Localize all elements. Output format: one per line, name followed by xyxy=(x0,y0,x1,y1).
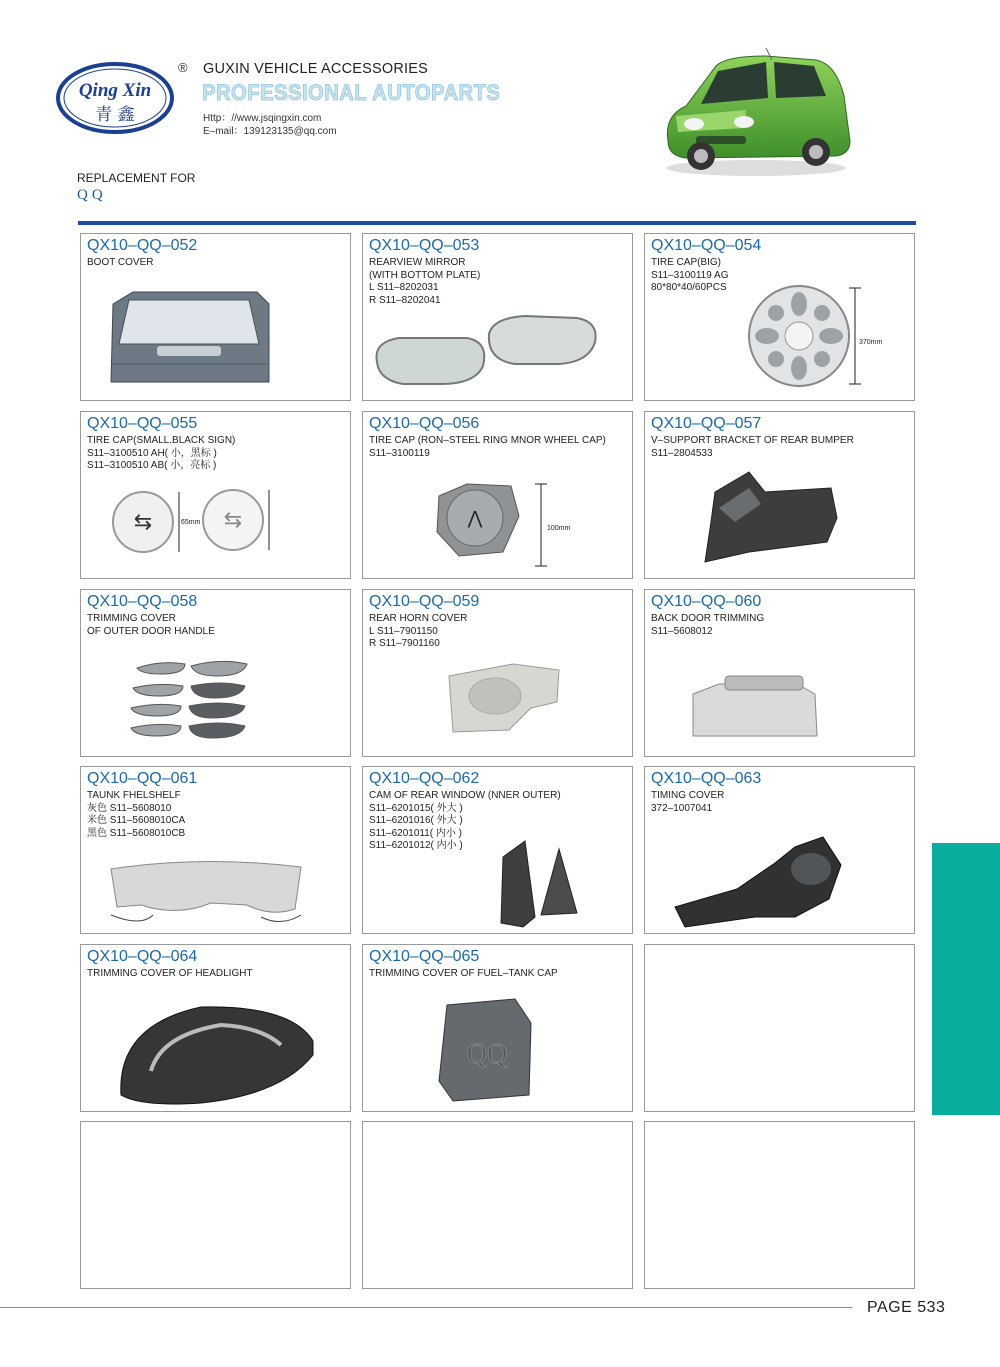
empty-card xyxy=(362,1121,633,1289)
description-line: TIRE CAP(BIG) xyxy=(651,257,722,268)
description-line: S11–3100510 AB( 小，亮标 ) xyxy=(87,460,217,472)
product-code: QX10–QQ–063 xyxy=(651,770,762,787)
empty-card xyxy=(80,1121,351,1289)
company-name: GUXIN VEHICLE ACCESSORIES xyxy=(203,61,428,77)
description-line: TRIMMING COVER xyxy=(87,613,176,624)
model-name: QQ xyxy=(77,187,107,203)
description-line: S11–6201016( 外大 ) xyxy=(369,815,463,827)
product-description xyxy=(369,257,480,307)
empty-card xyxy=(644,1121,915,1289)
product-card xyxy=(362,411,633,579)
description-line: S11–2804533 xyxy=(651,447,713,459)
product-description xyxy=(369,790,561,853)
product-card xyxy=(362,589,633,757)
product-card xyxy=(80,944,351,1112)
product-description xyxy=(87,257,154,270)
email-link[interactable]: E–mail：139123135@qq.com xyxy=(203,126,337,137)
product-code: QX10–QQ–053 xyxy=(369,237,480,254)
product-code: QX10–QQ–052 xyxy=(87,237,198,254)
product-description xyxy=(651,613,764,638)
description-line: R S11–7901160 xyxy=(369,638,440,650)
product-code: QX10–QQ–054 xyxy=(651,237,762,254)
description-line: CAM OF REAR WINDOW (NNER OUTER) xyxy=(369,790,561,801)
product-card xyxy=(644,233,915,401)
product-description xyxy=(87,968,253,981)
dimension-label: 65mm xyxy=(181,519,201,526)
product-card xyxy=(362,233,633,401)
tagline: PROFESSIONAL AUTOPARTS xyxy=(202,80,501,105)
description-line: TIMING COVER xyxy=(651,790,725,801)
description-line: TRIMMING COVER OF FUEL–TANK CAP xyxy=(369,968,558,979)
product-description xyxy=(369,968,558,981)
product-code: QX10–QQ–056 xyxy=(369,415,480,432)
product-code: QX10–QQ–059 xyxy=(369,593,480,610)
description-line: 80*80*40/60PCS xyxy=(651,282,727,294)
description-line: REARVIEW MIRROR xyxy=(369,257,466,268)
product-code: QX10–QQ–065 xyxy=(369,948,480,965)
description-line: (WITH BOTTOM PLATE) xyxy=(369,269,481,281)
description-line: TIRE CAP (RON–STEEL RING MNOR WHEEL CAP) xyxy=(369,435,606,446)
product-description xyxy=(369,613,467,651)
description-line: S11–5608012 xyxy=(651,625,713,637)
empty-card xyxy=(644,944,915,1112)
product-card xyxy=(644,589,915,757)
product-description xyxy=(87,435,235,473)
registered-mark: ® xyxy=(178,60,188,75)
description-line: TAUNK FHELSHELF xyxy=(87,790,181,801)
description-line: 黑色 S11–5608010CB xyxy=(87,827,186,839)
product-code: QX10–QQ–060 xyxy=(651,593,762,610)
svg-text:⇆: ⇆ xyxy=(223,507,243,532)
product-card xyxy=(362,944,633,1112)
description-line: 372–1007041 xyxy=(651,802,713,814)
replacement-label: REPLACEMENT FOR xyxy=(77,171,196,185)
product-code: QX10–QQ–062 xyxy=(369,770,480,787)
description-line: S11–6201015( 外大 ) xyxy=(369,802,463,814)
description-line: 灰色 S11–5608010 xyxy=(87,802,172,814)
description-line: S11–3100119 AG xyxy=(651,269,729,281)
description-line: S11–3100510 AH( 小，黑标 ) xyxy=(87,447,217,459)
description-line: BOOT COVER xyxy=(87,257,154,268)
product-description xyxy=(369,435,606,460)
product-card xyxy=(80,233,351,401)
product-code: QX10–QQ–055 xyxy=(87,415,198,432)
svg-text:⇆: ⇆ xyxy=(133,509,153,534)
description-line: S11–6201012( 内小 ) xyxy=(369,840,463,852)
product-card xyxy=(362,766,633,934)
description-line: V–SUPPORT BRACKET OF REAR BUMPER xyxy=(651,435,854,446)
description-line: R S11–8202041 xyxy=(369,294,441,306)
footer-line xyxy=(0,1307,852,1308)
description-line: 米色 S11–5608010CA xyxy=(87,815,186,827)
page-number: PAGE 533 xyxy=(867,1299,946,1316)
description-line: L S11–8202031 xyxy=(369,282,439,294)
svg-text:⋀: ⋀ xyxy=(467,508,483,528)
product-card xyxy=(644,411,915,579)
product-code: QX10–QQ–058 xyxy=(87,593,198,610)
product-card xyxy=(80,766,351,934)
product-description xyxy=(87,613,215,638)
product-description xyxy=(651,790,724,815)
header-divider xyxy=(78,221,916,225)
description-line: L S11–7901150 xyxy=(369,625,438,637)
section-side-tab xyxy=(932,843,1000,1115)
description-line: BACK DOOR TRIMMING xyxy=(651,613,765,624)
dimension-label: 100mm xyxy=(547,525,571,532)
product-description xyxy=(651,435,854,460)
product-code: QX10–QQ–064 xyxy=(87,948,198,965)
fuel-cap-badge: QQ xyxy=(466,1039,508,1070)
product-card xyxy=(80,589,351,757)
logo-chinese-text: 青 鑫 xyxy=(95,105,135,125)
description-line: OF OUTER DOOR HANDLE xyxy=(87,625,215,637)
product-card xyxy=(644,766,915,934)
logo-latin-text: Qing Xin xyxy=(78,80,152,101)
description-line: S11–3100119 xyxy=(369,447,430,459)
description-line: TRIMMING COVER OF HEADLIGHT xyxy=(87,968,253,979)
product-description xyxy=(651,257,728,295)
product-description xyxy=(87,790,185,840)
dimension-label: 370mm xyxy=(859,339,883,346)
product-code: QX10–QQ–057 xyxy=(651,415,762,432)
description-line: TIRE CAP(SMALL.BLACK SIGN) xyxy=(87,435,236,446)
product-card xyxy=(80,411,351,579)
car-image xyxy=(656,46,856,181)
qingxin-logo xyxy=(56,62,174,134)
product-code: QX10–QQ–061 xyxy=(87,770,198,787)
website-link[interactable]: Http：//www.jsqingxin.com xyxy=(203,113,322,124)
description-line: REAR HORN COVER xyxy=(369,613,468,624)
description-line: S11–6201011( 内小 ) xyxy=(369,827,463,839)
